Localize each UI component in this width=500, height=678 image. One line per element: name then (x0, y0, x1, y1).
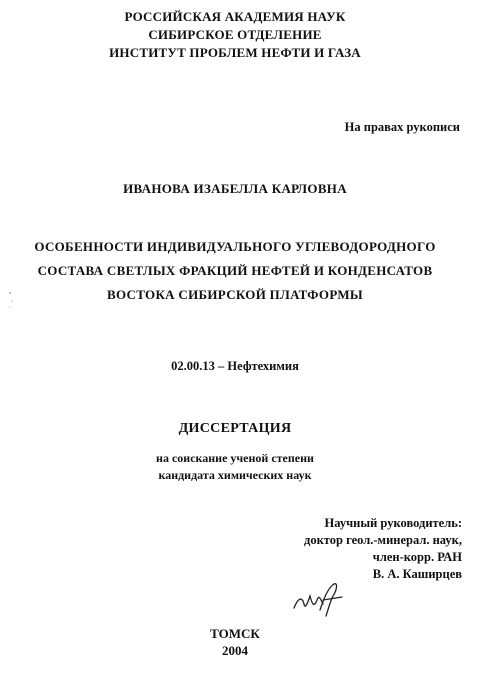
supervisor-name: В. А. Каширцев (372, 567, 462, 581)
author-name: ИВАНОВА ИЗАБЕЛЛА КАРЛОВНА (123, 181, 347, 196)
dissertation-title (0, 235, 470, 307)
year: 2004 (222, 643, 248, 658)
supervisor-rank: член-корр. РАН (372, 550, 462, 564)
institute-name: ИНСТИТУТ ПРОБЛЕМ НЕФТИ И ГАЗА (109, 45, 361, 60)
title-line-2: СОСТАВА СВЕТЛЫХ ФРАКЦИЙ НЕФТЕЙ И КОНДЕНСАТОВ (37, 263, 433, 278)
supervisor-degree: доктор геол.-минерал. наук, (304, 533, 462, 547)
degree-line-2: кандидата химических наук (158, 468, 312, 482)
manuscript-note: На правах рукописи (344, 120, 460, 134)
document-type: ДИССЕРТАЦИЯ (178, 421, 292, 436)
supervisor-block (304, 515, 462, 583)
institution-header (0, 8, 470, 62)
title-line-1: ОСОБЕННОСТИ ИНДИВИДУАЛЬНОГО УГЛЕВОДОРОДНОГО (34, 239, 436, 254)
supervisor-label: Научный руководитель: (324, 516, 462, 530)
branch-name: СИБИРСКОЕ ОТДЕЛЕНИЕ (148, 27, 322, 42)
degree-statement (0, 450, 470, 484)
specialty-code: 02.00.13 – Нефтехимия (171, 359, 299, 373)
handwritten-signature (290, 580, 360, 620)
title-line-3: ВОСТОКА СИБИРСКОЙ ПЛАТФОРМЫ (107, 287, 363, 302)
city-name: ТОМСК (210, 626, 260, 641)
place-and-year (0, 625, 470, 659)
degree-line-1: на соискание ученой степени (156, 451, 314, 465)
academy-name: РОССИЙСКАЯ АКАДЕМИЯ НАУК (124, 9, 346, 24)
scan-specks (8, 290, 14, 310)
